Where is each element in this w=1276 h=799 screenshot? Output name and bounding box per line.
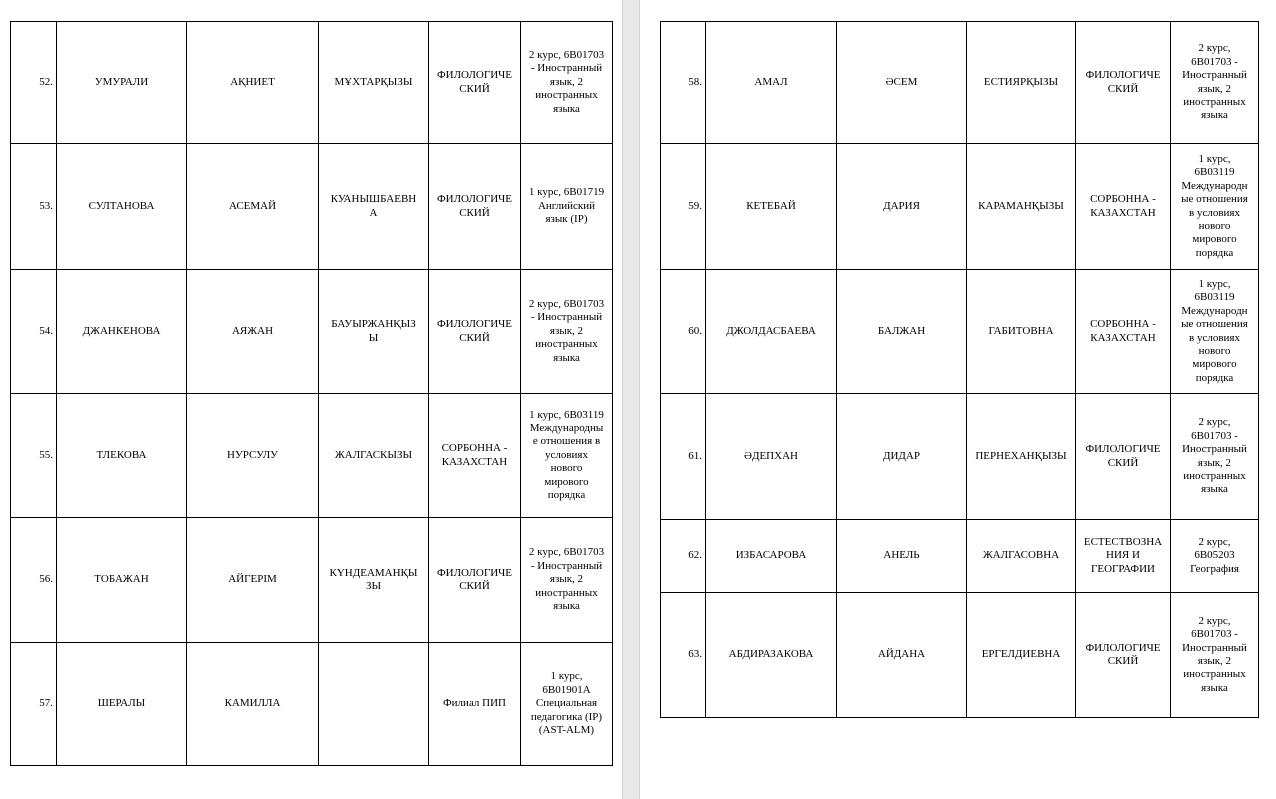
- cell-faculty: ФИЛОЛОГИЧЕСКИЙ: [429, 270, 521, 394]
- table-row: [661, 270, 1259, 394]
- cell-patronymic: МҰХТАРҚЫЗЫ: [319, 22, 429, 144]
- cell-program: 1 курс, 6В01719 Английский язык (IP): [521, 144, 613, 270]
- table-row: [661, 22, 1259, 144]
- cell-surname: АМАЛ: [706, 22, 837, 144]
- cell-patronymic: КҮНДЕАМАНҚЫЗЫ: [319, 518, 429, 643]
- cell-surname: ИЗБАСАРОВА: [706, 520, 837, 593]
- cell-first-name: ДАРИЯ: [837, 144, 967, 270]
- cell-patronymic: ЖАЛГАСКЫЗЫ: [319, 394, 429, 518]
- cell-row-number: 54.: [11, 270, 57, 394]
- cell-program: 1 курс, 6В01901А Специальная педагогика (IP) (AST-ALM): [521, 643, 613, 766]
- cell-patronymic: КУАНЫШБАЕВНА: [319, 144, 429, 270]
- cell-first-name: АЙДАНА: [837, 593, 967, 718]
- cell-program: 2 курс, 6В01703 - Иностранный язык, 2 иностранных языка: [1171, 394, 1259, 520]
- cell-faculty: СОРБОННА - КАЗАХСТАН: [429, 394, 521, 518]
- cell-patronymic: ЕРГЕЛДИЕВНА: [967, 593, 1076, 718]
- cell-surname: ДЖОЛДАСБАЕВА: [706, 270, 837, 394]
- cell-patronymic: ГАБИТОВНА: [967, 270, 1076, 394]
- cell-program: 1 курс, 6В03119 Международные отношения в условиях нового мирового порядка: [1171, 270, 1259, 394]
- cell-row-number: 52.: [11, 22, 57, 144]
- cell-first-name: ДИДАР: [837, 394, 967, 520]
- cell-program: 2 курс, 6В01703 - Иностранный язык, 2 иностранных языка: [521, 22, 613, 144]
- cell-program: 2 курс, 6В01703 - Иностранный язык, 2 иностранных языка: [1171, 593, 1259, 718]
- cell-first-name: АЙГЕРІМ: [187, 518, 319, 643]
- cell-row-number: 56.: [11, 518, 57, 643]
- cell-faculty: ФИЛОЛОГИЧЕСКИЙ: [1076, 22, 1171, 144]
- cell-first-name: АЯЖАН: [187, 270, 319, 394]
- page-right: [640, 0, 1276, 799]
- cell-surname: УМУРАЛИ: [57, 22, 187, 144]
- table-row: [11, 22, 613, 144]
- cell-program: 2 курс, 6В05203 География: [1171, 520, 1259, 593]
- cell-row-number: 53.: [11, 144, 57, 270]
- cell-row-number: 57.: [11, 643, 57, 766]
- cell-faculty: ЕСТЕСТВОЗНАНИЯ И ГЕОГРАФИИ: [1076, 520, 1171, 593]
- cell-faculty: ФИЛОЛОГИЧЕСКИЙ: [429, 22, 521, 144]
- cell-faculty: ФИЛОЛОГИЧЕСКИЙ: [1076, 593, 1171, 718]
- table-row: [661, 394, 1259, 520]
- cell-program: 2 курс, 6В01703 - Иностранный язык, 2 иностранных языка: [1171, 22, 1259, 144]
- cell-first-name: НУРСУЛУ: [187, 394, 319, 518]
- cell-surname: КЕТЕБАЙ: [706, 144, 837, 270]
- cell-patronymic: КАРАМАНҚЫЗЫ: [967, 144, 1076, 270]
- cell-row-number: 60.: [661, 270, 706, 394]
- cell-patronymic: БАУЫРЖАНҚЫЗЫ: [319, 270, 429, 394]
- page-left: [0, 0, 622, 799]
- students-table-page-left: [10, 21, 613, 766]
- cell-surname: ДЖАНКЕНОВА: [57, 270, 187, 394]
- cell-faculty: СОРБОННА - КАЗАХСТАН: [1076, 270, 1171, 394]
- cell-row-number: 63.: [661, 593, 706, 718]
- cell-surname: ШЕРАЛЫ: [57, 643, 187, 766]
- cell-patronymic: ЕСТИЯРҚЫЗЫ: [967, 22, 1076, 144]
- cell-first-name: КАМИЛЛА: [187, 643, 319, 766]
- cell-faculty: ФИЛОЛОГИЧЕСКИЙ: [1076, 394, 1171, 520]
- cell-program: 1 курс, 6В03119 Международные отношения в условиях нового мирового порядка: [521, 394, 613, 518]
- page-gap: [622, 0, 640, 799]
- table-row: [11, 518, 613, 643]
- table-row: [11, 144, 613, 270]
- cell-first-name: БАЛЖАН: [837, 270, 967, 394]
- cell-row-number: 62.: [661, 520, 706, 593]
- cell-faculty: ФИЛОЛОГИЧЕСКИЙ: [429, 518, 521, 643]
- cell-row-number: 59.: [661, 144, 706, 270]
- cell-first-name: АҚНИЕТ: [187, 22, 319, 144]
- cell-faculty: СОРБОННА - КАЗАХСТАН: [1076, 144, 1171, 270]
- cell-first-name: ӘСЕМ: [837, 22, 967, 144]
- table-row: [661, 593, 1259, 718]
- cell-patronymic: ПЕРНЕХАНҚЫЗЫ: [967, 394, 1076, 520]
- cell-program: 1 курс, 6В03119 Международные отношения в условиях нового мирового порядка: [1171, 144, 1259, 270]
- cell-faculty: Филиал ПИП: [429, 643, 521, 766]
- cell-surname: ТОБАЖАН: [57, 518, 187, 643]
- cell-row-number: 55.: [11, 394, 57, 518]
- cell-row-number: 61.: [661, 394, 706, 520]
- cell-first-name: АСЕМАЙ: [187, 144, 319, 270]
- cell-surname: СУЛТАНОВА: [57, 144, 187, 270]
- cell-row-number: 58.: [661, 22, 706, 144]
- cell-surname: ТЛЕКОВА: [57, 394, 187, 518]
- table-row: [11, 270, 613, 394]
- table-row: [11, 643, 613, 766]
- cell-first-name: АНЕЛЬ: [837, 520, 967, 593]
- cell-program: 2 курс, 6В01703 - Иностранный язык, 2 иностранных языка: [521, 518, 613, 643]
- table-row: [11, 394, 613, 518]
- table-row: [661, 520, 1259, 593]
- cell-patronymic: ЖАЛГАСОВНА: [967, 520, 1076, 593]
- students-table-page-right: [660, 21, 1259, 718]
- cell-surname: ӘДЕПХАН: [706, 394, 837, 520]
- cell-patronymic: [319, 643, 429, 766]
- table-row: [661, 144, 1259, 270]
- cell-faculty: ФИЛОЛОГИЧЕСКИЙ: [429, 144, 521, 270]
- cell-program: 2 курс, 6В01703 - Иностранный язык, 2 иностранных языка: [521, 270, 613, 394]
- cell-surname: АБДИРАЗАКОВА: [706, 593, 837, 718]
